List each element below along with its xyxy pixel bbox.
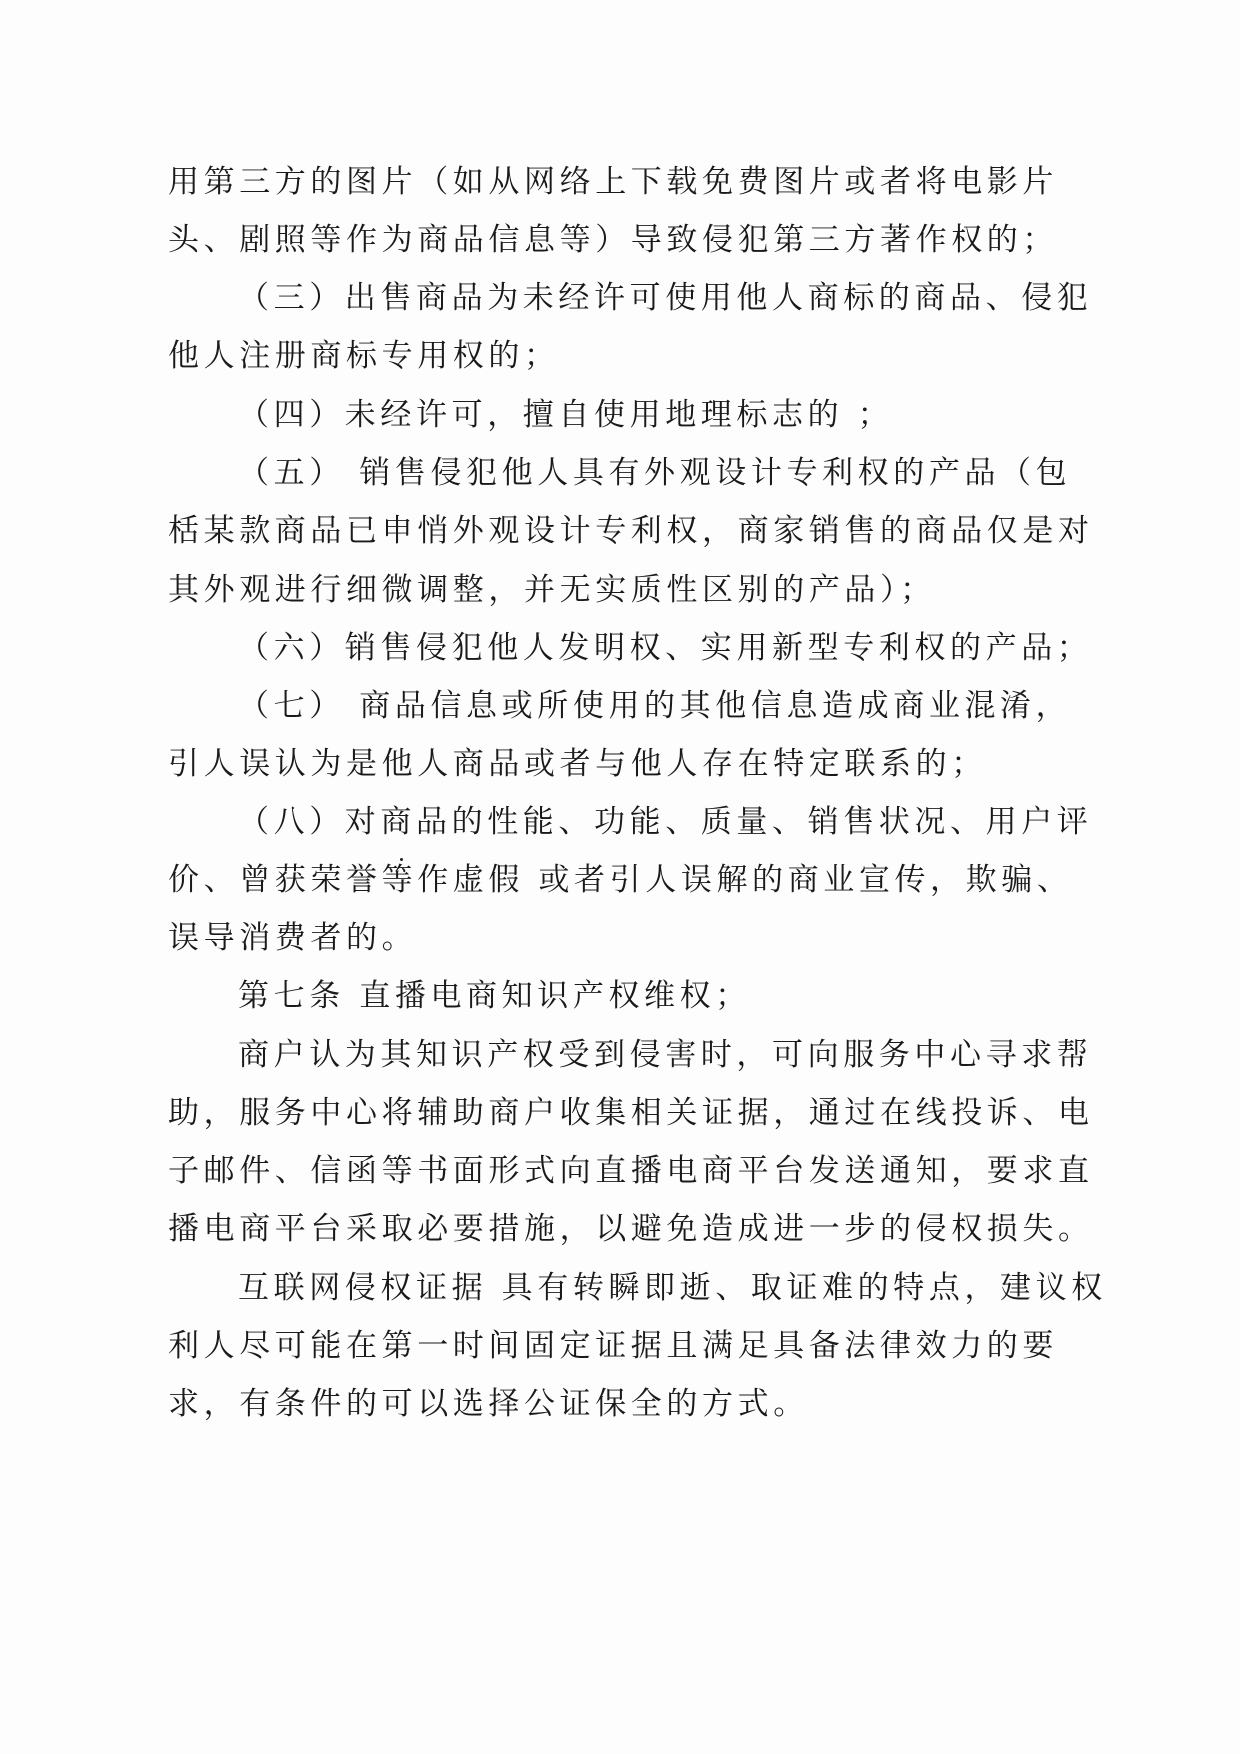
text-line: 引人误认为是他人商品或者与他人存在特定联系的； [168, 746, 987, 782]
scan-speck [400, 858, 403, 861]
text-line: 助，服务中心将辅助商户收集相关证据，通过在线投诉、电 [168, 1095, 1094, 1131]
text-line: 求，有条件的可以选择公证保全的方式。 [168, 1386, 809, 1422]
text-line: 互联网侵权证据 具有转瞬即逝、取证难的特点，建议权 [238, 1270, 1107, 1306]
text-line: （七） 商品信息或所使用的其他信息造成商业混淆， [238, 688, 1072, 724]
text-line: 价、曾获荣誉等作虚假 或者引人误解的商业宣传，欺骗、 [168, 862, 1073, 898]
text-line: 其外观进行细微调整，并无实质性区别的产品）； [168, 572, 936, 608]
text-line: 栝某款商品已申悄外观设计专利权，商家销售的商品仅是对 [168, 513, 1094, 549]
section-heading: 第七条 直播电商知识产权维权； [238, 978, 751, 1014]
text-line: （五） 销售侵犯他人具有外观设计专利权的产品（包 [238, 455, 1072, 491]
text-line: 利人尽可能在第一时间固定证据且满足具备法律效力的要 [168, 1328, 1058, 1364]
text-line: 用第三方的图片（如从网络上下载免费图片或者将电影片 [168, 164, 1058, 200]
text-line: 误导消费者的。 [168, 920, 418, 956]
text-line: （三）出售商品为未经许可使用他人商标的商品、侵犯 [238, 280, 1093, 316]
text-line: 播电商平台采取必要措施，以避免造成进一步的侵权损失。 [168, 1211, 1094, 1247]
text-line: 商户认为其知识产权受到侵害时，可向服务中心寻求帮 [238, 1037, 1093, 1073]
text-line: （八）对商品的性能、功能、质量、销售状况、用户评 [238, 804, 1093, 840]
text-line: （四）未经许可，擅自使用地理标志的 ； [238, 397, 894, 433]
text-line: 他人注册商标专用权的； [168, 338, 560, 374]
text-line: （六）销售侵犯他人发明权、实用新型专利权的产品； [238, 630, 1093, 666]
text-line: 头、剧照等作为商品信息等）导致侵犯第三方著作权的； [168, 222, 1058, 258]
text-line: 子邮件、信函等书面形式向直播电商平台发送通知，要求直 [168, 1153, 1094, 1189]
